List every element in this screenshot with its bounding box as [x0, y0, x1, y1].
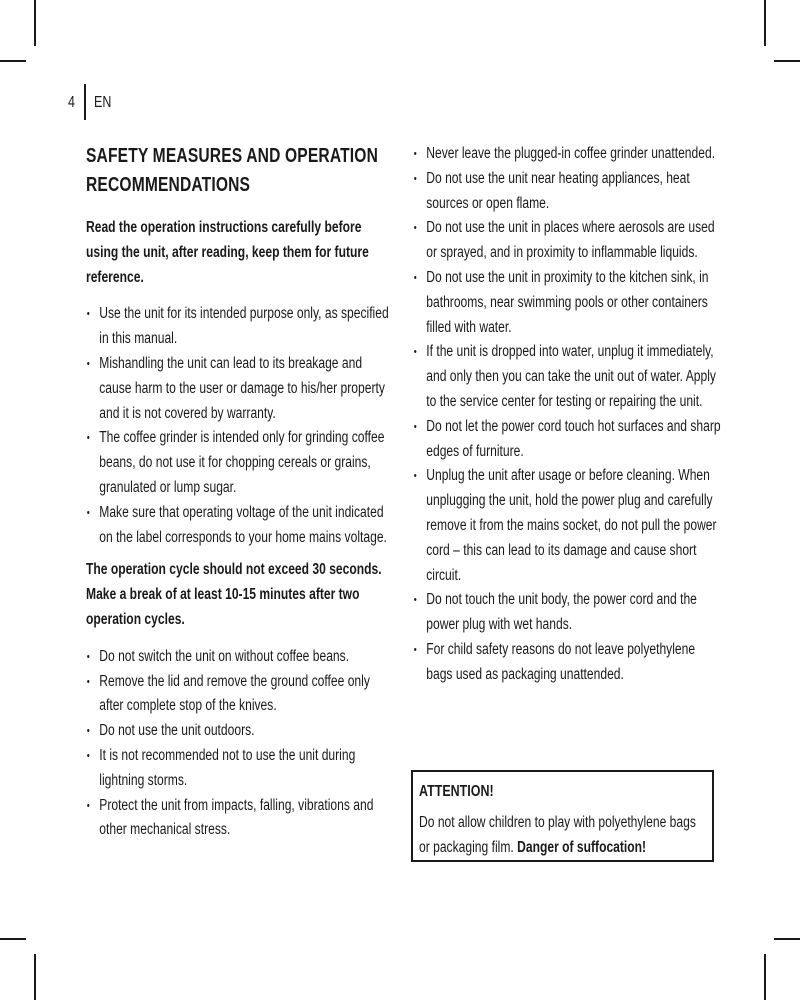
operation-cycle-warning: The operation cycle should not exceed 30 seconds. Make a break of at least 10-15 minutes after two operation cycles. [86, 561, 382, 628]
bullet-icon: • [413, 420, 417, 433]
bullet-icon: • [413, 594, 417, 607]
header-divider [84, 84, 86, 120]
intro-text: Read the operation instructions carefully before using the unit, after reading, keep them for future reference. [86, 219, 369, 286]
crop-mark [34, 0, 36, 46]
bullet-icon: • [413, 470, 417, 483]
list-item: • Unplug the unit after usage or before cleaning. When unplugging the unit, hold the power plug and carefully remove it from the mains socket, do not pull the power cord – this can lead to its damage and cause short circuit. [413, 464, 723, 588]
crop-mark [764, 0, 766, 46]
bullet-icon: • [413, 222, 417, 235]
list-item: • Make sure that operating voltage of the unit indicated on the label corresponds to your home mains voltage. [86, 501, 396, 551]
bullet-list [86, 645, 396, 843]
bullet-icon: • [413, 643, 417, 656]
list-item: • Do not touch the unit body, the power cord and the power plug with wet hands. [413, 588, 723, 638]
attention-title: ATTENTION! [419, 783, 494, 800]
attention-box [411, 770, 714, 862]
bullet-icon: • [86, 725, 90, 738]
attention-text: Do not allow children to play with polyethylene bags or packaging film. Danger of suffocation! [419, 813, 696, 856]
bullet-icon: • [413, 148, 417, 160]
list-item: • The coffee grinder is intended only for grinding coffee beans, do not use it for chopping cereals or grains, granulated or lump sugar. [86, 426, 396, 500]
bullet-icon: • [86, 749, 90, 762]
list-item: • Do not use the unit outdoors. [86, 719, 396, 744]
list-item: • Remove the lid and remove the ground coffee only after complete stop of the knives. [86, 670, 396, 720]
bullet-icon: • [86, 675, 90, 688]
list-item: • It is not recommended not to use the unit during lightning storms. [86, 744, 396, 794]
crop-mark [774, 938, 800, 940]
bullet-icon: • [86, 799, 90, 812]
left-column [86, 142, 396, 851]
bullet-icon: • [86, 650, 90, 663]
danger-warning: Danger of suffocation! [517, 838, 647, 856]
list-item: • Do not let the power cord touch hot surfaces and sharp edges of furniture. [413, 415, 723, 465]
bullet-icon: • [413, 271, 417, 284]
list-item: • Do not use the unit near heating appliances, heat sources or open flame. [413, 167, 723, 217]
bullet-icon: • [413, 172, 417, 185]
crop-mark [764, 954, 766, 1000]
crop-mark [0, 938, 26, 940]
list-item: • Do not switch the unit on without coffee beans. [86, 645, 396, 670]
bullet-icon: • [86, 506, 90, 519]
bullet-icon: • [86, 308, 90, 321]
crop-mark [0, 60, 26, 62]
list-item: • Protect the unit from impacts, falling, vibrations and other mechanical stress. [86, 794, 396, 844]
bullet-icon: • [86, 432, 90, 445]
bullet-list [86, 302, 396, 550]
list-item: • Never leave the plugged-in coffee grinder unattended. [413, 142, 723, 167]
list-item: • If the unit is dropped into water, unplug it immediately, and only then you can take the unit out of water. Apply to the service center for testing or repairing the unit. [413, 340, 723, 414]
crop-mark [774, 60, 800, 62]
language-code: EN [94, 94, 112, 111]
list-item: • Mishandling the unit can lead to its breakage and cause harm to the user or damage to his/her property and it is not covered by warranty. [86, 352, 396, 426]
right-column [413, 142, 723, 696]
list-item: • For child safety reasons do not leave polyethylene bags used as packaging unattended. [413, 638, 723, 688]
list-item: • Do not use the unit in places where aerosols are used or sprayed, and in proximity to inflammable liquids. [413, 216, 723, 266]
bullet-list [413, 142, 723, 688]
crop-mark [34, 954, 36, 1000]
list-item: • Do not use the unit in proximity to the kitchen sink, in bathrooms, near swimming pools or other containers filled with water. [413, 266, 723, 340]
page-number: 4 [68, 94, 75, 111]
section-title: SAFETY MEASURES AND OPERATION RECOMMENDATIONS [86, 145, 379, 196]
bullet-icon: • [413, 346, 417, 359]
bullet-icon: • [86, 357, 90, 370]
list-item: • Use the unit for its intended purpose only, as specified in this manual. [86, 302, 396, 352]
